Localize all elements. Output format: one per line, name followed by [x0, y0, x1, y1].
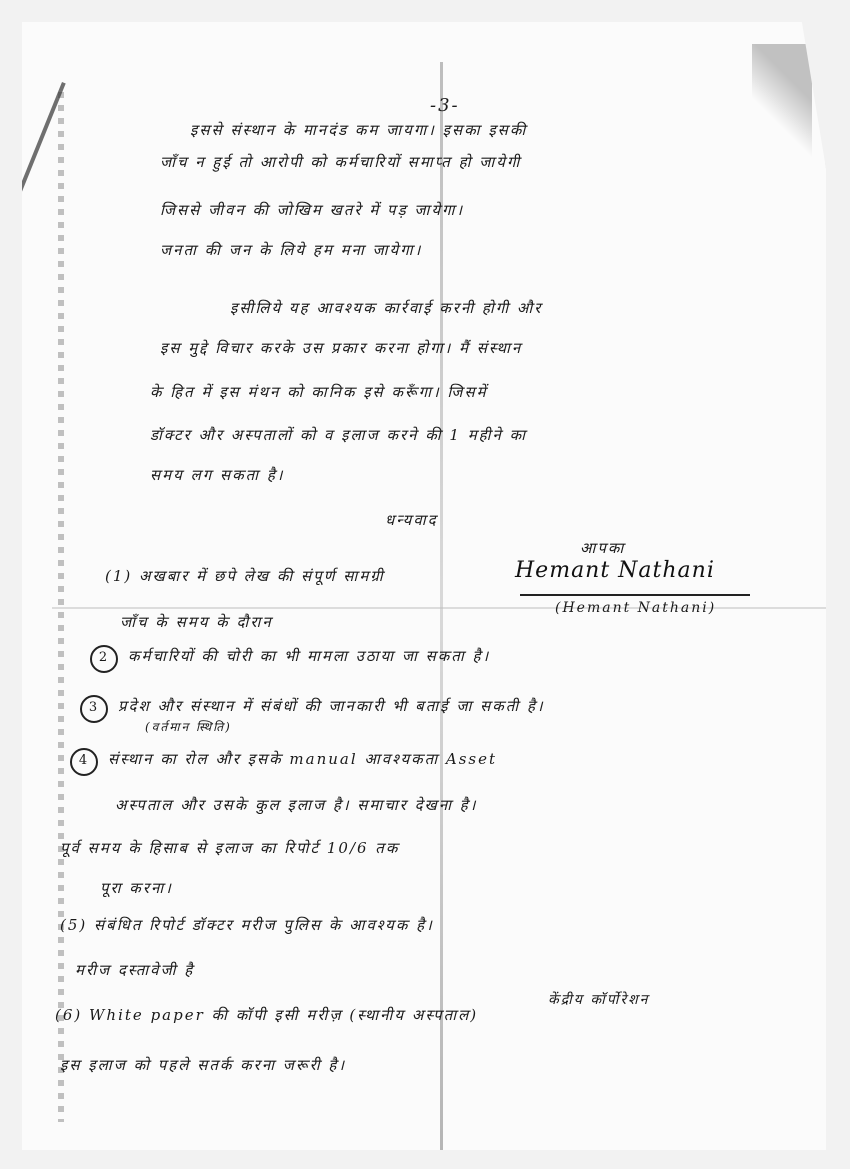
- list-item-annotation: केंद्रीय कॉर्पोरेशन: [548, 992, 650, 1008]
- handwritten-signature: Hemant Nathani: [515, 558, 715, 583]
- margin-stroke: [0, 82, 66, 640]
- body-line: इसीलिये यह आवश्यक कार्रवाई करनी होगी और: [230, 299, 543, 317]
- list-item-text: प्रदेश और संस्थान में संबंधों की जानकारी भी बताई जा सकती है।: [118, 697, 545, 715]
- list-item: पूर्व समय के हिसाब से इलाज का रिपोर्ट 10/6 तक: [60, 839, 400, 857]
- list-item: मरीज दस्तावेजी है: [75, 961, 195, 979]
- list-item: [70, 748, 497, 776]
- list-item: अस्पताल और उसके कुल इलाज है। समाचार देखना है।: [115, 796, 478, 814]
- scan-edge-noise: [58, 92, 64, 1122]
- list-item: (5) संबंधित रिपोर्ट डॉक्टर मरीज पुलिस के आवश्यक है।: [60, 916, 434, 934]
- item-number-circle: 2: [90, 645, 118, 673]
- list-item-text: कर्मचारियों की चोरी का भी मामला उठाया जा सकता है।: [128, 647, 491, 665]
- signature-underline: [520, 594, 750, 596]
- body-line: जाँच न हुई तो आरोपी को कर्मचारियों समाप्त हो जायेगी: [160, 153, 522, 171]
- list-item-note: (वर्तमान स्थिति): [145, 720, 232, 734]
- list-item: जाँच के समय के दौरान: [120, 613, 273, 631]
- body-line: के हित में इस मंथन को कानिक इसे करूँगा। जिसमें: [150, 383, 488, 401]
- list-item: इस इलाज को पहले सतर्क करना जरूरी है।: [60, 1056, 347, 1074]
- item-number-circle: 4: [70, 748, 98, 776]
- body-line: जिससे जीवन की जोखिम खतरे में पड़ जायेगा।: [160, 201, 465, 219]
- list-item: [90, 645, 490, 673]
- signoff-text: आपका: [580, 539, 626, 557]
- item-number-circle: 3: [80, 695, 108, 723]
- body-line: जनता की जन के लिये हम मना जायेगा।: [160, 241, 423, 259]
- signature-name: (Hemant Nathani): [555, 600, 717, 616]
- list-item: (6) White paper की कॉपी इसी मरीज़ (स्थानीय अस्पताल): [55, 1006, 479, 1024]
- page-number: -3-: [430, 95, 460, 116]
- paper-fold-horizontal: [52, 607, 842, 609]
- thanks-text: धन्यवाद: [385, 511, 438, 529]
- body-line: डॉक्टर और अस्पतालों को व इलाज करने की 1 महीने का: [150, 426, 528, 444]
- list-item-text: संस्थान का रोल और इसके manual आवश्यकता Asset: [108, 750, 498, 768]
- folded-corner-shadow: [752, 44, 812, 174]
- body-line: इससे संस्थान के मानदंड कम जायगा। इसका इसकी: [190, 121, 528, 139]
- body-line: इस मुद्दे विचार करके उस प्रकार करना होगा। मैं संस्थान: [160, 339, 523, 357]
- list-item: पूरा करना।: [100, 879, 173, 897]
- body-line: समय लग सकता है।: [150, 466, 285, 484]
- list-item: (1) अखबार में छपे लेख की संपूर्ण सामग्री: [105, 567, 385, 585]
